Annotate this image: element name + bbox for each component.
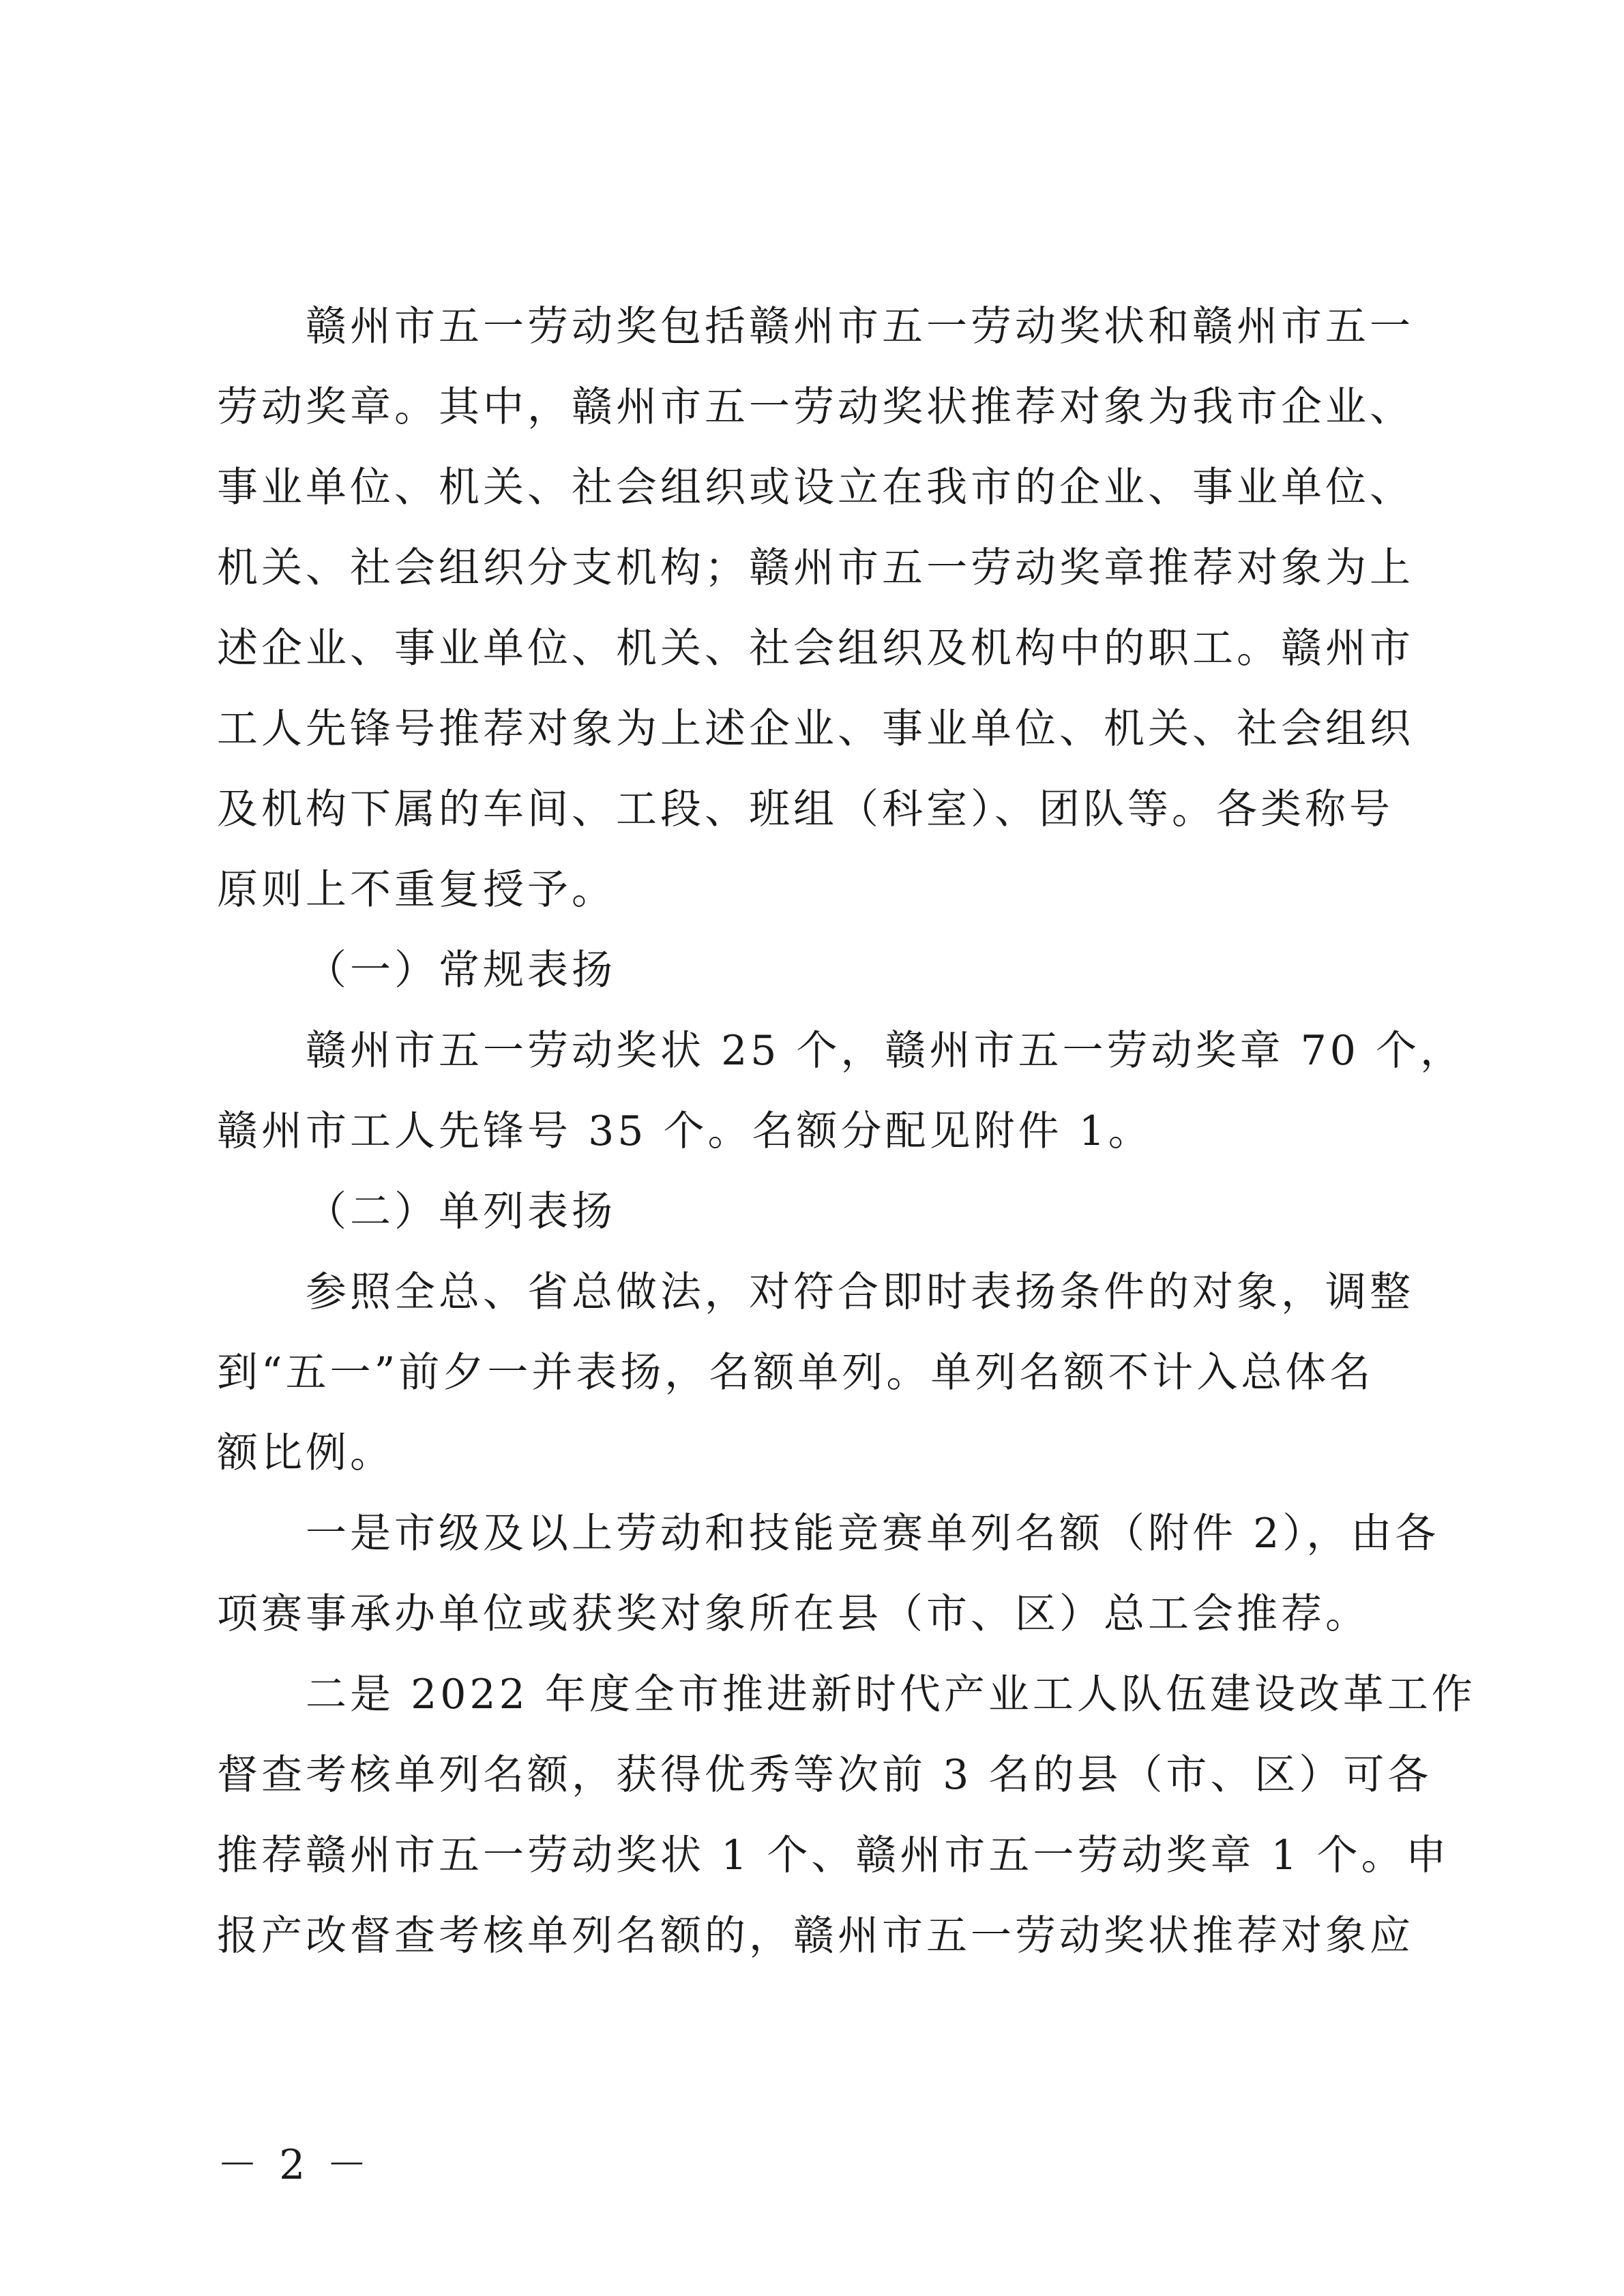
paragraph-line: 及机构下属的车间、工段、班组（科室）、团队等。各类称号 xyxy=(217,786,1393,833)
paragraph-line: 推荐赣州市五一劳动奖状 1 个、赣州市五一劳动奖章 1 个。申 xyxy=(217,1832,1450,1879)
paragraph-line: 原则上不重复授予。 xyxy=(217,866,616,914)
paragraph-line: 机关、社会组织分支机构；赣州市五一劳动奖章推荐对象为上 xyxy=(217,544,1414,592)
paragraph-line: 额比例。 xyxy=(217,1429,394,1477)
section-heading-separate: （二）单列表扬 xyxy=(306,1188,616,1236)
paragraph-line: 赣州市工人先锋号 35 个。名额分配见附件 1。 xyxy=(217,1107,1153,1155)
paragraph-line: 劳动奖章。其中，赣州市五一劳动奖状推荐对象为我市企业、 xyxy=(217,383,1414,431)
paragraph-competition-quota xyxy=(217,1493,1440,1654)
paragraph-line: 赣州市五一劳动奖包括赣州市五一劳动奖状和赣州市五一 xyxy=(306,303,1414,351)
document-body xyxy=(217,286,1476,1976)
paragraph-regular-quota xyxy=(217,1011,1464,1172)
paragraph-reform-quota xyxy=(217,1654,1476,1976)
paragraph-line: 到“五一”前夕一并表扬，名额单列。单列名额不计入总体名 xyxy=(217,1349,1374,1397)
page-number: － 2 － xyxy=(217,2141,372,2189)
paragraph-line: 述企业、事业单位、机关、社会组织及机构中的职工。赣州市 xyxy=(217,625,1414,672)
paragraph-line: 事业单位、机关、社会组织或设立在我市的企业、事业单位、 xyxy=(217,464,1414,511)
paragraph-line: 赣州市五一劳动奖状 25 个，赣州市五一劳动奖章 70 个， xyxy=(306,1027,1464,1075)
paragraph-line: 报产改督查考核单列名额的，赣州市五一劳动奖状推荐对象应 xyxy=(217,1912,1414,1960)
paragraph-line: 工人先锋号推荐对象为上述企业、事业单位、机关、社会组织 xyxy=(217,705,1414,753)
paragraph-separate-intro xyxy=(217,1252,1414,1493)
paragraph-line: 一是市级及以上劳动和技能竞赛单列名额（附件 2），由各 xyxy=(306,1510,1440,1557)
paragraph-line: 督查考核单列名额，获得优秀等次前 3 名的县（市、区）可各 xyxy=(217,1751,1432,1799)
paragraph-award-scope xyxy=(217,286,1414,930)
paragraph-line: 项赛事承办单位或获奖对象所在县（市、区）总工会推荐。 xyxy=(217,1590,1370,1638)
paragraph-line: 参照全总、省总做法，对符合即时表扬条件的对象，调整 xyxy=(306,1268,1414,1316)
paragraph-line: 二是 2022 年度全市推进新时代产业工人队伍建设改革工作 xyxy=(306,1671,1476,1718)
section-heading-regular: （一）常规表扬 xyxy=(306,946,616,994)
